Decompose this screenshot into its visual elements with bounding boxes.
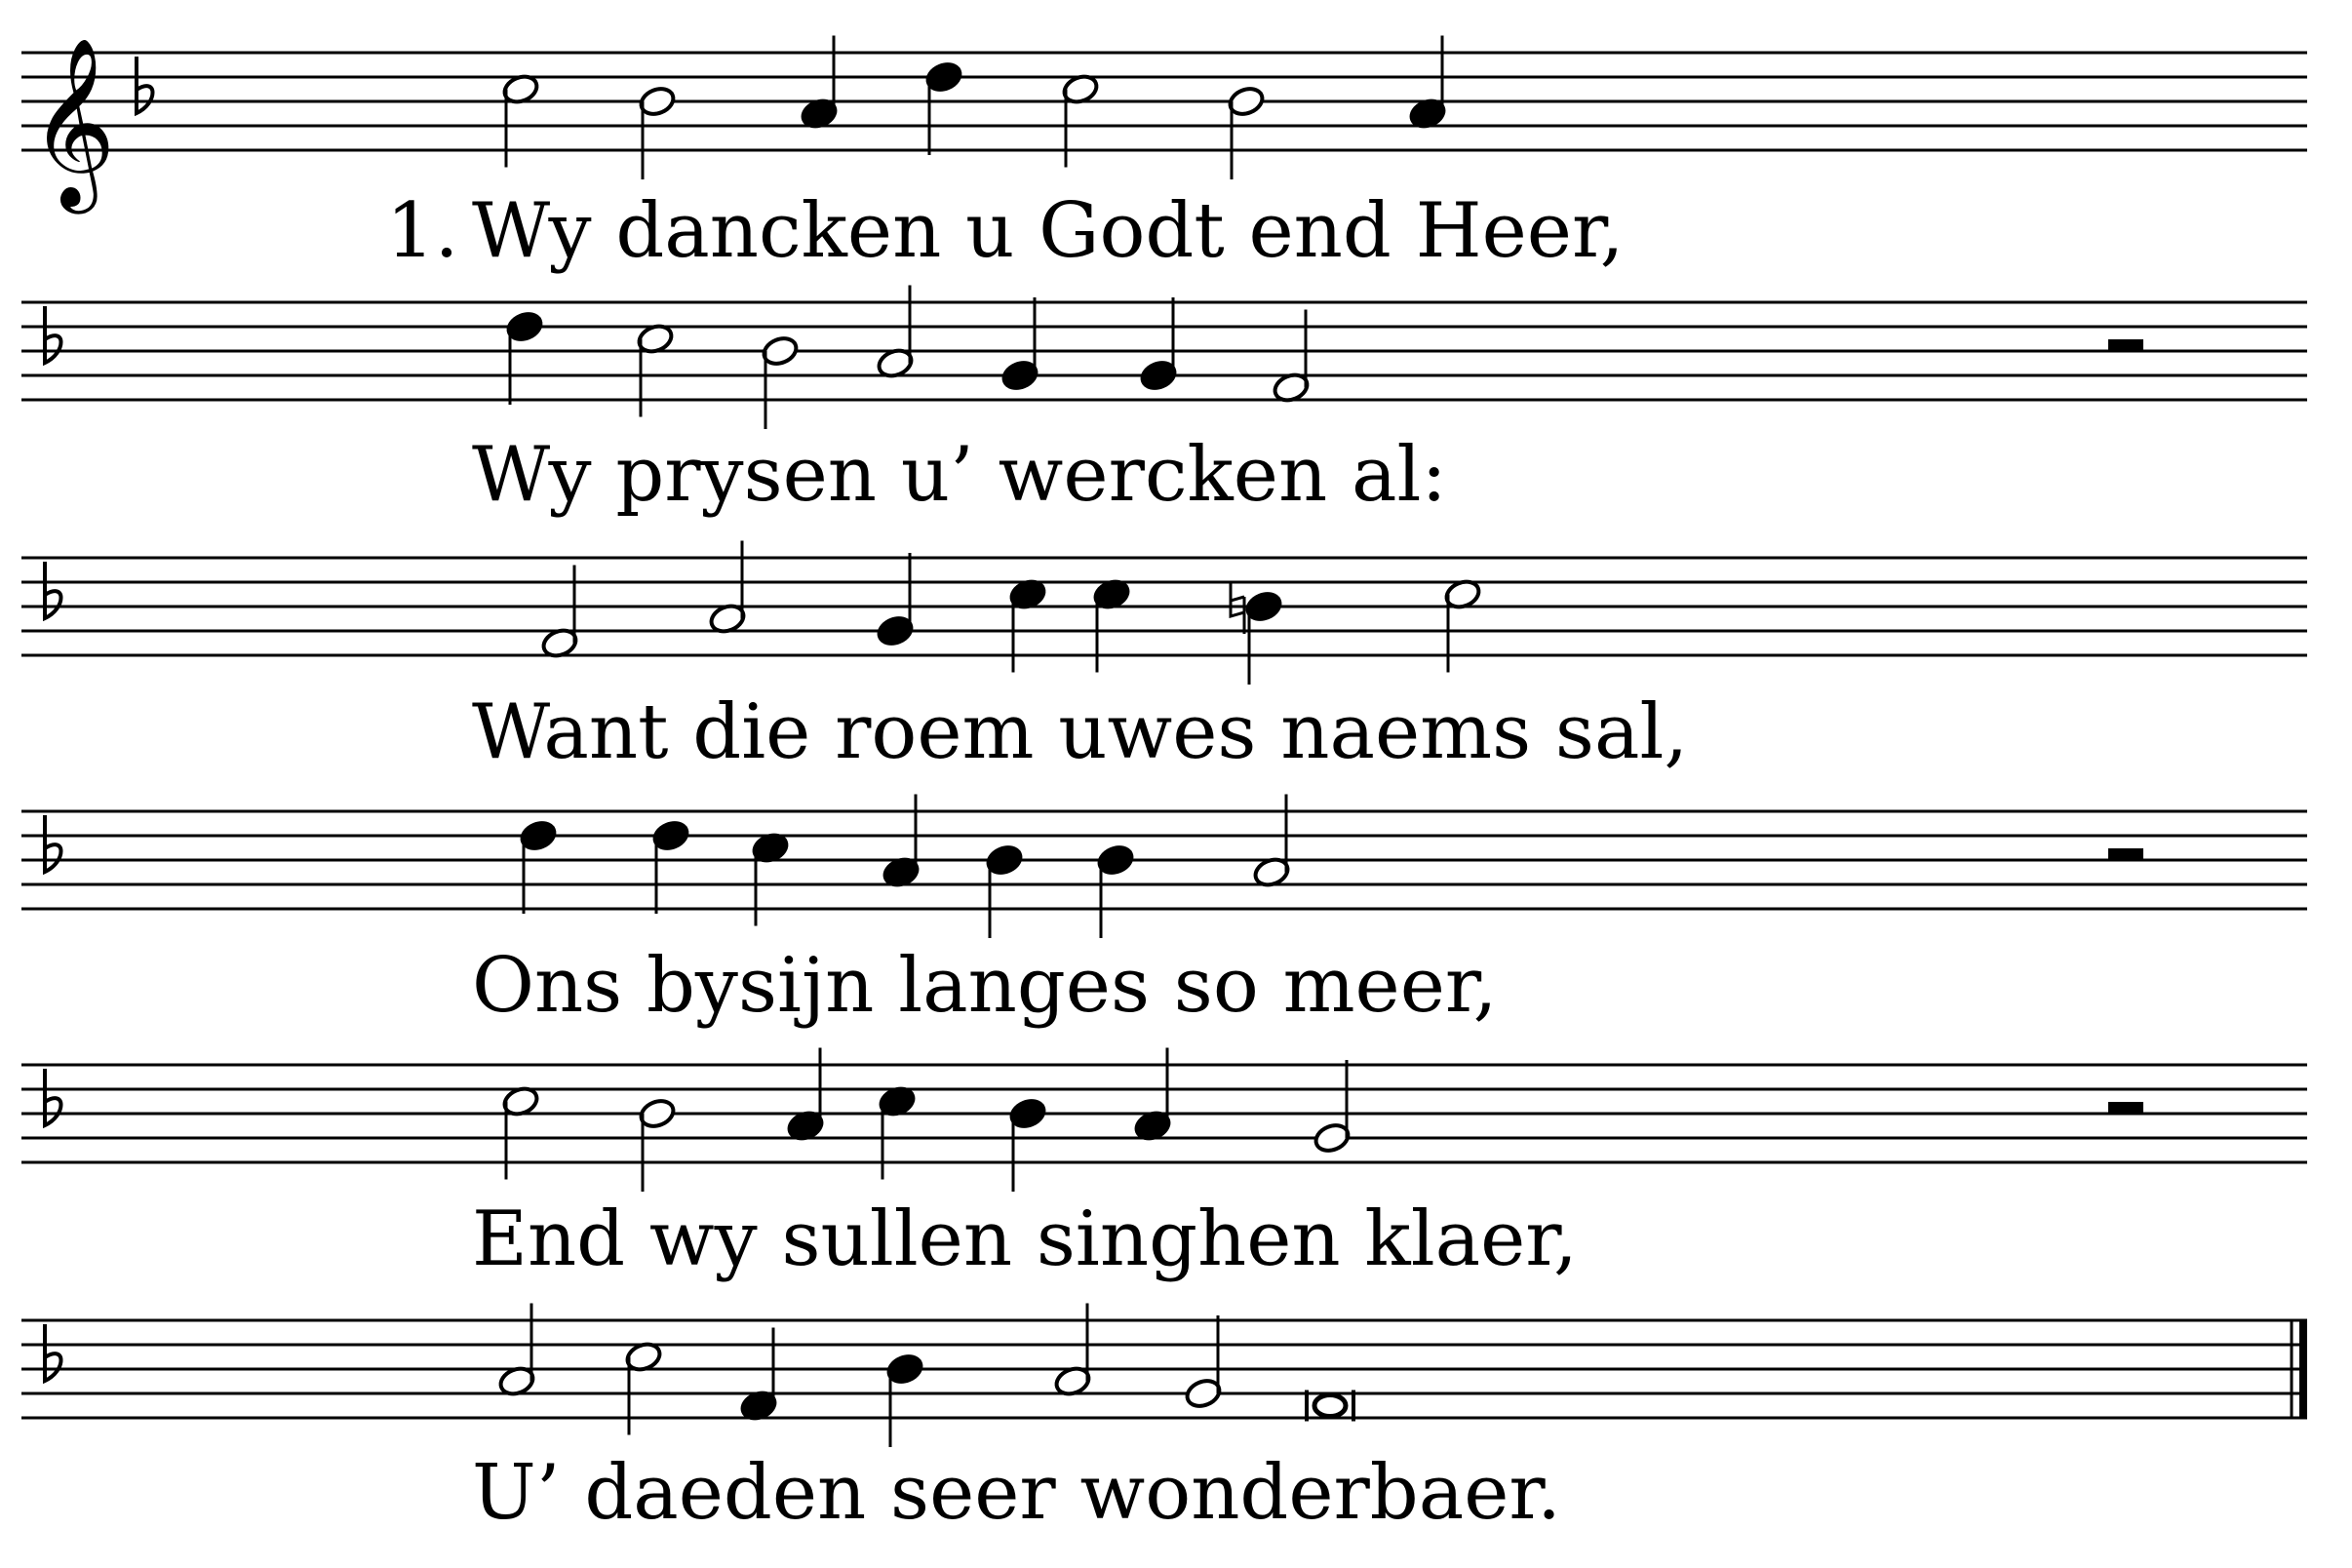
half-rest xyxy=(2108,848,2143,860)
flat-key-signature-icon xyxy=(45,306,61,363)
lyric-line-1: Wy dancken u Godt end Heer, xyxy=(472,187,1625,275)
flat-key-signature-icon xyxy=(45,1069,61,1125)
flat-key-signature-icon xyxy=(45,562,61,618)
flat-key-signature-icon xyxy=(45,815,61,872)
flat-key-signature-icon xyxy=(137,57,153,113)
treble-clef-icon: 𝄞 xyxy=(29,37,116,207)
lyric-line-6: U’ daeden seer wonderbaer. xyxy=(472,1449,1561,1537)
half-rest xyxy=(2108,1102,2143,1114)
lyric-line-3: Want die roem uwes naems sal, xyxy=(472,688,1689,776)
breve-note xyxy=(1314,1395,1346,1417)
lyric-line-2: Wy prysen u’ wercken al: xyxy=(472,431,1447,519)
half-rest xyxy=(2108,339,2143,351)
verse-number: 1. xyxy=(386,187,459,275)
lyric-line-5: End wy sullen singhen klaer, xyxy=(472,1196,1578,1283)
flat-key-signature-icon xyxy=(45,1324,61,1381)
lyric-line-4: Ons bysijn langes so meer, xyxy=(472,942,1498,1030)
